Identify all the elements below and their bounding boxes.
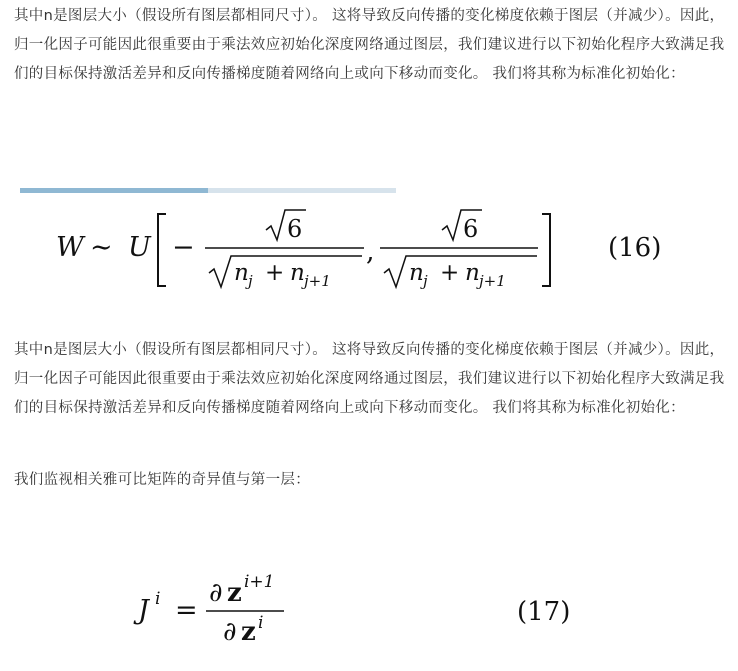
equation-16-svg bbox=[0, 200, 738, 300]
eq16-den-1-n2: n bbox=[290, 260, 305, 286]
eq16-lhs-W: W bbox=[56, 232, 84, 263]
eq16-sqrt-den-1 bbox=[209, 256, 362, 287]
reading-progress-fill bbox=[20, 188, 208, 193]
eq17-den-z: z bbox=[241, 617, 256, 647]
eq16-left-bracket bbox=[158, 214, 166, 286]
eq17-den-sup: i bbox=[258, 613, 264, 633]
eq16-den-2-sub-j: j bbox=[423, 272, 428, 290]
eq16-number: (16) bbox=[608, 233, 662, 263]
eq16-den-1-sub-j: j bbox=[248, 272, 253, 290]
paragraph-repeat: 其中n是图层大小（假设所有图层都相同尺寸）。 这将导致反向传播的变化梯度依赖于图层（并减少）。因此，归一化因子可能因此很重要由于乘法效应初始化深度网络通过图层，我们建议进行以下初始化程序大致满足我们的目标保持激活差异和反向传播梯度随着网络向上或向下移动而变化。 我们将其称为标准化初始化： bbox=[14, 342, 725, 416]
eq16-dist-U: U bbox=[128, 232, 151, 263]
eq16-den-2-plus: + bbox=[440, 260, 460, 286]
eq16-den-1-sub-j1: j+1 bbox=[304, 272, 331, 290]
eq16-minus: − bbox=[172, 232, 195, 263]
paragraph-intro: 其中n是图层大小（假设所有图层都相同尺寸）。 这将导致反向传播的变化梯度依赖于图层（并减少）。因此，归一化因子可能因此很重要由于乘法效应初始化深度网络通过图层，我们建议进行以下初始化程序大致满足我们的目标保持激活差异和反向传播梯度随着网络向上或向下移动而变化。 我们将其称为标准化初始化： bbox=[14, 8, 725, 82]
eq16-num-1: 6 bbox=[287, 215, 303, 243]
eq16-comma: , bbox=[366, 236, 375, 267]
eq16-fraction-1 bbox=[205, 210, 364, 290]
reading-progress-bar bbox=[20, 188, 396, 193]
eq16-den-1-n: n bbox=[234, 260, 249, 286]
eq16-sim: ∼ bbox=[90, 232, 113, 263]
equation-16 bbox=[0, 200, 738, 300]
eq16-right-bracket bbox=[542, 214, 550, 286]
eq17-J-sup-i: i bbox=[155, 589, 161, 609]
eq17-num-partial: ∂ bbox=[209, 578, 223, 608]
eq17-num-sup: i+1 bbox=[244, 572, 275, 592]
eq17-num-z: z bbox=[227, 578, 242, 608]
paragraph-jacobian: 我们监视相关雅可比矩阵的奇异值与第一层： bbox=[14, 472, 310, 488]
eq17-den-partial: ∂ bbox=[223, 617, 237, 647]
eq17-equals: = bbox=[175, 595, 198, 626]
eq16-den-1-plus: + bbox=[265, 260, 285, 286]
eq16-num-2: 6 bbox=[463, 215, 479, 243]
equation-17-svg bbox=[0, 568, 738, 660]
eq16-den-2-n: n bbox=[409, 260, 424, 286]
eq16-sqrt-den-2 bbox=[384, 256, 537, 287]
eq17-J: J bbox=[138, 595, 149, 626]
eq16-den-2-n2: n bbox=[465, 260, 480, 286]
eq16-den-2-sub-j1: j+1 bbox=[479, 272, 506, 290]
equation-17 bbox=[0, 568, 738, 660]
eq16-fraction-2 bbox=[380, 210, 538, 290]
eq17-number: (17) bbox=[517, 597, 571, 627]
